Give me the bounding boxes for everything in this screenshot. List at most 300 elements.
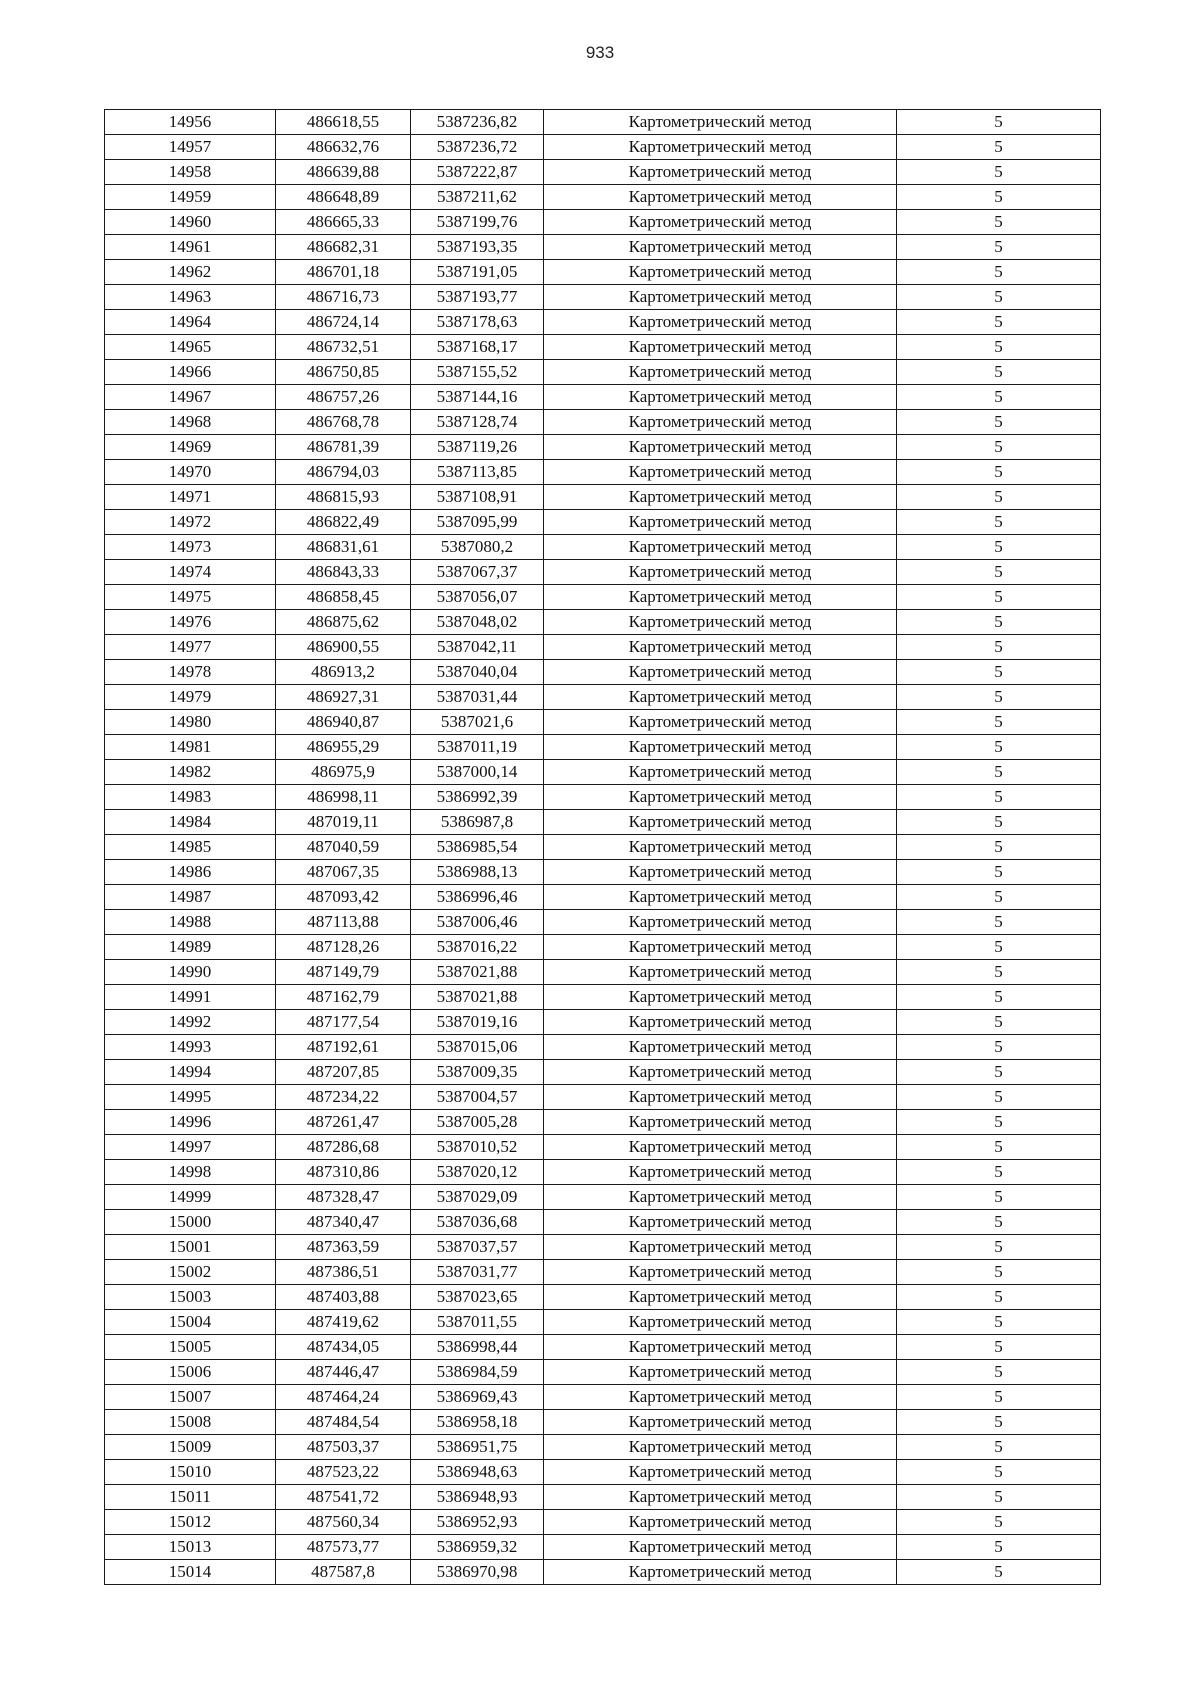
x-coordinate-cell: 487386,51 — [276, 1260, 411, 1285]
x-coordinate-cell: 487113,88 — [276, 910, 411, 935]
accuracy-cell: 5 — [897, 1460, 1101, 1485]
method-cell: Картометрический метод — [544, 1485, 897, 1510]
table-row — [105, 760, 1101, 785]
y-coordinate-cell: 5387021,6 — [411, 710, 544, 735]
accuracy-cell: 5 — [897, 285, 1101, 310]
point-number-cell: 14970 — [105, 460, 276, 485]
y-coordinate-cell: 5386988,13 — [411, 860, 544, 885]
x-coordinate-cell: 486701,18 — [276, 260, 411, 285]
accuracy-cell: 5 — [897, 860, 1101, 885]
x-coordinate-cell: 487177,54 — [276, 1010, 411, 1035]
y-coordinate-cell: 5387193,35 — [411, 235, 544, 260]
table-row — [105, 160, 1101, 185]
table-row — [105, 785, 1101, 810]
x-coordinate-cell: 487149,79 — [276, 960, 411, 985]
method-cell: Картометрический метод — [544, 635, 897, 660]
point-number-cell: 14991 — [105, 985, 276, 1010]
point-number-cell: 14982 — [105, 760, 276, 785]
method-cell: Картометрический метод — [544, 1285, 897, 1310]
method-cell: Картометрический метод — [544, 460, 897, 485]
x-coordinate-cell: 486858,45 — [276, 585, 411, 610]
x-coordinate-cell: 486648,89 — [276, 185, 411, 210]
x-coordinate-cell: 486822,49 — [276, 510, 411, 535]
y-coordinate-cell: 5387113,85 — [411, 460, 544, 485]
point-number-cell: 14993 — [105, 1035, 276, 1060]
method-cell: Картометрический метод — [544, 960, 897, 985]
point-number-cell: 15001 — [105, 1235, 276, 1260]
accuracy-cell: 5 — [897, 435, 1101, 460]
accuracy-cell: 5 — [897, 1110, 1101, 1135]
table-row — [105, 260, 1101, 285]
accuracy-cell: 5 — [897, 1035, 1101, 1060]
accuracy-cell: 5 — [897, 1335, 1101, 1360]
table-row — [105, 335, 1101, 360]
table-row — [105, 410, 1101, 435]
accuracy-cell: 5 — [897, 1210, 1101, 1235]
table-row — [105, 735, 1101, 760]
y-coordinate-cell: 5387020,12 — [411, 1160, 544, 1185]
table-row — [105, 685, 1101, 710]
y-coordinate-cell: 5387144,16 — [411, 385, 544, 410]
point-number-cell: 15000 — [105, 1210, 276, 1235]
table-row — [105, 1435, 1101, 1460]
method-cell: Картометрический метод — [544, 1535, 897, 1560]
x-coordinate-cell: 487162,79 — [276, 985, 411, 1010]
method-cell: Картометрический метод — [544, 1260, 897, 1285]
point-number-cell: 14979 — [105, 685, 276, 710]
accuracy-cell: 5 — [897, 1560, 1101, 1585]
y-coordinate-cell: 5387004,57 — [411, 1085, 544, 1110]
point-number-cell: 15006 — [105, 1360, 276, 1385]
x-coordinate-cell: 486975,9 — [276, 760, 411, 785]
point-number-cell: 14964 — [105, 310, 276, 335]
y-coordinate-cell: 5387199,76 — [411, 210, 544, 235]
accuracy-cell: 5 — [897, 1135, 1101, 1160]
coordinates-table — [104, 109, 1101, 1585]
x-coordinate-cell: 486632,76 — [276, 135, 411, 160]
accuracy-cell: 5 — [897, 185, 1101, 210]
y-coordinate-cell: 5387155,52 — [411, 360, 544, 385]
x-coordinate-cell: 487560,34 — [276, 1510, 411, 1535]
coordinates-table-body — [105, 110, 1101, 1585]
y-coordinate-cell: 5386958,18 — [411, 1410, 544, 1435]
accuracy-cell: 5 — [897, 335, 1101, 360]
y-coordinate-cell: 5387011,19 — [411, 735, 544, 760]
accuracy-cell: 5 — [897, 1310, 1101, 1335]
method-cell: Картометрический метод — [544, 1010, 897, 1035]
accuracy-cell: 5 — [897, 885, 1101, 910]
accuracy-cell: 5 — [897, 1535, 1101, 1560]
y-coordinate-cell: 5387010,52 — [411, 1135, 544, 1160]
y-coordinate-cell: 5387222,87 — [411, 160, 544, 185]
point-number-cell: 14960 — [105, 210, 276, 235]
table-row — [105, 985, 1101, 1010]
point-number-cell: 14989 — [105, 935, 276, 960]
point-number-cell: 15008 — [105, 1410, 276, 1435]
y-coordinate-cell: 5387023,65 — [411, 1285, 544, 1310]
point-number-cell: 15007 — [105, 1385, 276, 1410]
point-number-cell: 14971 — [105, 485, 276, 510]
accuracy-cell: 5 — [897, 210, 1101, 235]
accuracy-cell: 5 — [897, 760, 1101, 785]
accuracy-cell: 5 — [897, 660, 1101, 685]
accuracy-cell: 5 — [897, 935, 1101, 960]
point-number-cell: 14975 — [105, 585, 276, 610]
table-row — [105, 710, 1101, 735]
point-number-cell: 14986 — [105, 860, 276, 885]
table-row — [105, 1410, 1101, 1435]
method-cell: Картометрический метод — [544, 135, 897, 160]
point-number-cell: 14963 — [105, 285, 276, 310]
y-coordinate-cell: 5386996,46 — [411, 885, 544, 910]
point-number-cell: 14997 — [105, 1135, 276, 1160]
point-number-cell: 14981 — [105, 735, 276, 760]
accuracy-cell: 5 — [897, 785, 1101, 810]
point-number-cell: 14994 — [105, 1060, 276, 1085]
x-coordinate-cell: 486794,03 — [276, 460, 411, 485]
point-number-cell: 14959 — [105, 185, 276, 210]
point-number-cell: 14995 — [105, 1085, 276, 1110]
point-number-cell: 14996 — [105, 1110, 276, 1135]
point-number-cell: 15012 — [105, 1510, 276, 1535]
table-row — [105, 460, 1101, 485]
method-cell: Картометрический метод — [544, 285, 897, 310]
method-cell: Картометрический метод — [544, 1035, 897, 1060]
point-number-cell: 15009 — [105, 1435, 276, 1460]
accuracy-cell: 5 — [897, 1160, 1101, 1185]
x-coordinate-cell: 487192,61 — [276, 1035, 411, 1060]
table-row — [105, 1085, 1101, 1110]
accuracy-cell: 5 — [897, 110, 1101, 135]
x-coordinate-cell: 487067,35 — [276, 860, 411, 885]
accuracy-cell: 5 — [897, 810, 1101, 835]
accuracy-cell: 5 — [897, 385, 1101, 410]
method-cell: Картометрический метод — [544, 835, 897, 860]
x-coordinate-cell: 486940,87 — [276, 710, 411, 735]
x-coordinate-cell: 487328,47 — [276, 1185, 411, 1210]
point-number-cell: 15003 — [105, 1285, 276, 1310]
table-row — [105, 635, 1101, 660]
y-coordinate-cell: 5387178,63 — [411, 310, 544, 335]
method-cell: Картометрический метод — [544, 1185, 897, 1210]
point-number-cell: 14976 — [105, 610, 276, 635]
accuracy-cell: 5 — [897, 585, 1101, 610]
y-coordinate-cell: 5387015,06 — [411, 1035, 544, 1060]
accuracy-cell: 5 — [897, 535, 1101, 560]
table-row — [105, 1535, 1101, 1560]
x-coordinate-cell: 487310,86 — [276, 1160, 411, 1185]
method-cell: Картометрический метод — [544, 1060, 897, 1085]
point-number-cell: 14983 — [105, 785, 276, 810]
method-cell: Картометрический метод — [544, 885, 897, 910]
x-coordinate-cell: 486682,31 — [276, 235, 411, 260]
method-cell: Картометрический метод — [544, 1110, 897, 1135]
y-coordinate-cell: 5387011,55 — [411, 1310, 544, 1335]
y-coordinate-cell: 5386952,93 — [411, 1510, 544, 1535]
method-cell: Картометрический метод — [544, 1160, 897, 1185]
x-coordinate-cell: 487340,47 — [276, 1210, 411, 1235]
table-row — [105, 1310, 1101, 1335]
accuracy-cell: 5 — [897, 1410, 1101, 1435]
y-coordinate-cell: 5387236,72 — [411, 135, 544, 160]
accuracy-cell: 5 — [897, 1185, 1101, 1210]
y-coordinate-cell: 5386969,43 — [411, 1385, 544, 1410]
table-row — [105, 1260, 1101, 1285]
point-number-cell: 15002 — [105, 1260, 276, 1285]
point-number-cell: 14965 — [105, 335, 276, 360]
table-row — [105, 1335, 1101, 1360]
accuracy-cell: 5 — [897, 960, 1101, 985]
accuracy-cell: 5 — [897, 235, 1101, 260]
method-cell: Картометрический метод — [544, 560, 897, 585]
method-cell: Картометрический метод — [544, 860, 897, 885]
accuracy-cell: 5 — [897, 560, 1101, 585]
method-cell: Картометрический метод — [544, 935, 897, 960]
x-coordinate-cell: 486757,26 — [276, 385, 411, 410]
table-row — [105, 185, 1101, 210]
accuracy-cell: 5 — [897, 460, 1101, 485]
y-coordinate-cell: 5387080,2 — [411, 535, 544, 560]
x-coordinate-cell: 486665,33 — [276, 210, 411, 235]
y-coordinate-cell: 5386948,63 — [411, 1460, 544, 1485]
accuracy-cell: 5 — [897, 1260, 1101, 1285]
table-row — [105, 510, 1101, 535]
method-cell: Картометрический метод — [544, 310, 897, 335]
x-coordinate-cell: 486716,73 — [276, 285, 411, 310]
accuracy-cell: 5 — [897, 610, 1101, 635]
x-coordinate-cell: 487286,68 — [276, 1135, 411, 1160]
point-number-cell: 14987 — [105, 885, 276, 910]
y-coordinate-cell: 5387048,02 — [411, 610, 544, 635]
y-coordinate-cell: 5386992,39 — [411, 785, 544, 810]
page-number: 933 — [585, 43, 615, 62]
table-row — [105, 385, 1101, 410]
y-coordinate-cell: 5386998,44 — [411, 1335, 544, 1360]
table-row — [105, 135, 1101, 160]
accuracy-cell: 5 — [897, 635, 1101, 660]
y-coordinate-cell: 5387019,16 — [411, 1010, 544, 1035]
y-coordinate-cell: 5386959,32 — [411, 1535, 544, 1560]
y-coordinate-cell: 5387095,99 — [411, 510, 544, 535]
table-row — [105, 1385, 1101, 1410]
method-cell: Картометрический метод — [544, 360, 897, 385]
accuracy-cell: 5 — [897, 1360, 1101, 1385]
accuracy-cell: 5 — [897, 985, 1101, 1010]
method-cell: Картометрический метод — [544, 185, 897, 210]
method-cell: Картометрический метод — [544, 1460, 897, 1485]
point-number-cell: 15010 — [105, 1460, 276, 1485]
table-row — [105, 285, 1101, 310]
y-coordinate-cell: 5387119,26 — [411, 435, 544, 460]
accuracy-cell: 5 — [897, 1510, 1101, 1535]
table-row — [105, 1560, 1101, 1585]
accuracy-cell: 5 — [897, 685, 1101, 710]
point-number-cell: 15004 — [105, 1310, 276, 1335]
point-number-cell: 14969 — [105, 435, 276, 460]
table-row — [105, 835, 1101, 860]
point-number-cell: 14958 — [105, 160, 276, 185]
x-coordinate-cell: 486768,78 — [276, 410, 411, 435]
x-coordinate-cell: 486618,55 — [276, 110, 411, 135]
y-coordinate-cell: 5387005,28 — [411, 1110, 544, 1135]
y-coordinate-cell: 5386985,54 — [411, 835, 544, 860]
point-number-cell: 14998 — [105, 1160, 276, 1185]
y-coordinate-cell: 5387211,62 — [411, 185, 544, 210]
x-coordinate-cell: 486750,85 — [276, 360, 411, 385]
x-coordinate-cell: 486843,33 — [276, 560, 411, 585]
point-number-cell: 14984 — [105, 810, 276, 835]
x-coordinate-cell: 487234,22 — [276, 1085, 411, 1110]
point-number-cell: 14968 — [105, 410, 276, 435]
method-cell: Картометрический метод — [544, 260, 897, 285]
table-row — [105, 1110, 1101, 1135]
method-cell: Картометрический метод — [544, 535, 897, 560]
point-number-cell: 15014 — [105, 1560, 276, 1585]
x-coordinate-cell: 487446,47 — [276, 1360, 411, 1385]
x-coordinate-cell: 487403,88 — [276, 1285, 411, 1310]
point-number-cell: 14988 — [105, 910, 276, 935]
accuracy-cell: 5 — [897, 1285, 1101, 1310]
table-row — [105, 1135, 1101, 1160]
x-coordinate-cell: 486875,62 — [276, 610, 411, 635]
y-coordinate-cell: 5387108,91 — [411, 485, 544, 510]
point-number-cell: 14978 — [105, 660, 276, 685]
y-coordinate-cell: 5387037,57 — [411, 1235, 544, 1260]
y-coordinate-cell: 5387168,17 — [411, 335, 544, 360]
x-coordinate-cell: 487019,11 — [276, 810, 411, 835]
table-row — [105, 560, 1101, 585]
point-number-cell: 14957 — [105, 135, 276, 160]
x-coordinate-cell: 487573,77 — [276, 1535, 411, 1560]
accuracy-cell: 5 — [897, 1060, 1101, 1085]
point-number-cell: 14990 — [105, 960, 276, 985]
accuracy-cell: 5 — [897, 360, 1101, 385]
y-coordinate-cell: 5387036,68 — [411, 1210, 544, 1235]
method-cell: Картометрический метод — [544, 1360, 897, 1385]
accuracy-cell: 5 — [897, 835, 1101, 860]
x-coordinate-cell: 487464,24 — [276, 1385, 411, 1410]
method-cell: Картометрический метод — [544, 510, 897, 535]
y-coordinate-cell: 5386984,59 — [411, 1360, 544, 1385]
table-row — [105, 485, 1101, 510]
table-row — [105, 1485, 1101, 1510]
point-number-cell: 14980 — [105, 710, 276, 735]
method-cell: Картометрический метод — [544, 1085, 897, 1110]
table-row — [105, 210, 1101, 235]
x-coordinate-cell: 487261,47 — [276, 1110, 411, 1135]
method-cell: Картометрический метод — [544, 760, 897, 785]
table-row — [105, 1185, 1101, 1210]
accuracy-cell: 5 — [897, 160, 1101, 185]
accuracy-cell: 5 — [897, 485, 1101, 510]
y-coordinate-cell: 5387067,37 — [411, 560, 544, 585]
method-cell: Картометрический метод — [544, 910, 897, 935]
x-coordinate-cell: 486955,29 — [276, 735, 411, 760]
accuracy-cell: 5 — [897, 510, 1101, 535]
x-coordinate-cell: 487040,59 — [276, 835, 411, 860]
y-coordinate-cell: 5387016,22 — [411, 935, 544, 960]
x-coordinate-cell: 487207,85 — [276, 1060, 411, 1085]
point-number-cell: 14956 — [105, 110, 276, 135]
x-coordinate-cell: 486900,55 — [276, 635, 411, 660]
x-coordinate-cell: 487434,05 — [276, 1335, 411, 1360]
x-coordinate-cell: 486998,11 — [276, 785, 411, 810]
y-coordinate-cell: 5387193,77 — [411, 285, 544, 310]
table-row — [105, 1285, 1101, 1310]
method-cell: Картометрический метод — [544, 210, 897, 235]
point-number-cell: 15005 — [105, 1335, 276, 1360]
x-coordinate-cell: 486927,31 — [276, 685, 411, 710]
method-cell: Картометрический метод — [544, 110, 897, 135]
table-row — [105, 310, 1101, 335]
point-number-cell: 15011 — [105, 1485, 276, 1510]
point-number-cell: 14972 — [105, 510, 276, 535]
table-row — [105, 360, 1101, 385]
table-row — [105, 235, 1101, 260]
y-coordinate-cell: 5387191,05 — [411, 260, 544, 285]
x-coordinate-cell: 486781,39 — [276, 435, 411, 460]
table-row — [105, 1235, 1101, 1260]
x-coordinate-cell: 487503,37 — [276, 1435, 411, 1460]
point-number-cell: 15013 — [105, 1535, 276, 1560]
accuracy-cell: 5 — [897, 710, 1101, 735]
method-cell: Картометрический метод — [544, 1135, 897, 1160]
y-coordinate-cell: 5387021,88 — [411, 985, 544, 1010]
point-number-cell: 14961 — [105, 235, 276, 260]
method-cell: Картометрический метод — [544, 735, 897, 760]
method-cell: Картометрический метод — [544, 485, 897, 510]
method-cell: Картометрический метод — [544, 335, 897, 360]
x-coordinate-cell: 487484,54 — [276, 1410, 411, 1435]
y-coordinate-cell: 5387040,04 — [411, 660, 544, 685]
y-coordinate-cell: 5387128,74 — [411, 410, 544, 435]
x-coordinate-cell: 487419,62 — [276, 1310, 411, 1335]
method-cell: Картометрический метод — [544, 985, 897, 1010]
accuracy-cell: 5 — [897, 1485, 1101, 1510]
x-coordinate-cell: 487541,72 — [276, 1485, 411, 1510]
x-coordinate-cell: 486724,14 — [276, 310, 411, 335]
y-coordinate-cell: 5386970,98 — [411, 1560, 544, 1585]
x-coordinate-cell: 487523,22 — [276, 1460, 411, 1485]
method-cell: Картометрический метод — [544, 585, 897, 610]
table-row — [105, 935, 1101, 960]
method-cell: Картометрический метод — [544, 1235, 897, 1260]
x-coordinate-cell: 486815,93 — [276, 485, 411, 510]
table-row — [105, 660, 1101, 685]
point-number-cell: 14992 — [105, 1010, 276, 1035]
point-number-cell: 14985 — [105, 835, 276, 860]
method-cell: Картометрический метод — [544, 660, 897, 685]
method-cell: Картометрический метод — [544, 685, 897, 710]
point-number-cell: 14977 — [105, 635, 276, 660]
y-coordinate-cell: 5387042,11 — [411, 635, 544, 660]
x-coordinate-cell: 486639,88 — [276, 160, 411, 185]
x-coordinate-cell: 487093,42 — [276, 885, 411, 910]
method-cell: Картометрический метод — [544, 785, 897, 810]
x-coordinate-cell: 487128,26 — [276, 935, 411, 960]
method-cell: Картометрический метод — [544, 1210, 897, 1235]
method-cell: Картометрический метод — [544, 810, 897, 835]
table-row — [105, 885, 1101, 910]
table-row — [105, 1060, 1101, 1085]
table-row — [105, 1510, 1101, 1535]
table-row — [105, 535, 1101, 560]
x-coordinate-cell: 487363,59 — [276, 1235, 411, 1260]
table-row — [105, 610, 1101, 635]
point-number-cell: 14999 — [105, 1185, 276, 1210]
x-coordinate-cell: 486831,61 — [276, 535, 411, 560]
method-cell: Картометрический метод — [544, 410, 897, 435]
